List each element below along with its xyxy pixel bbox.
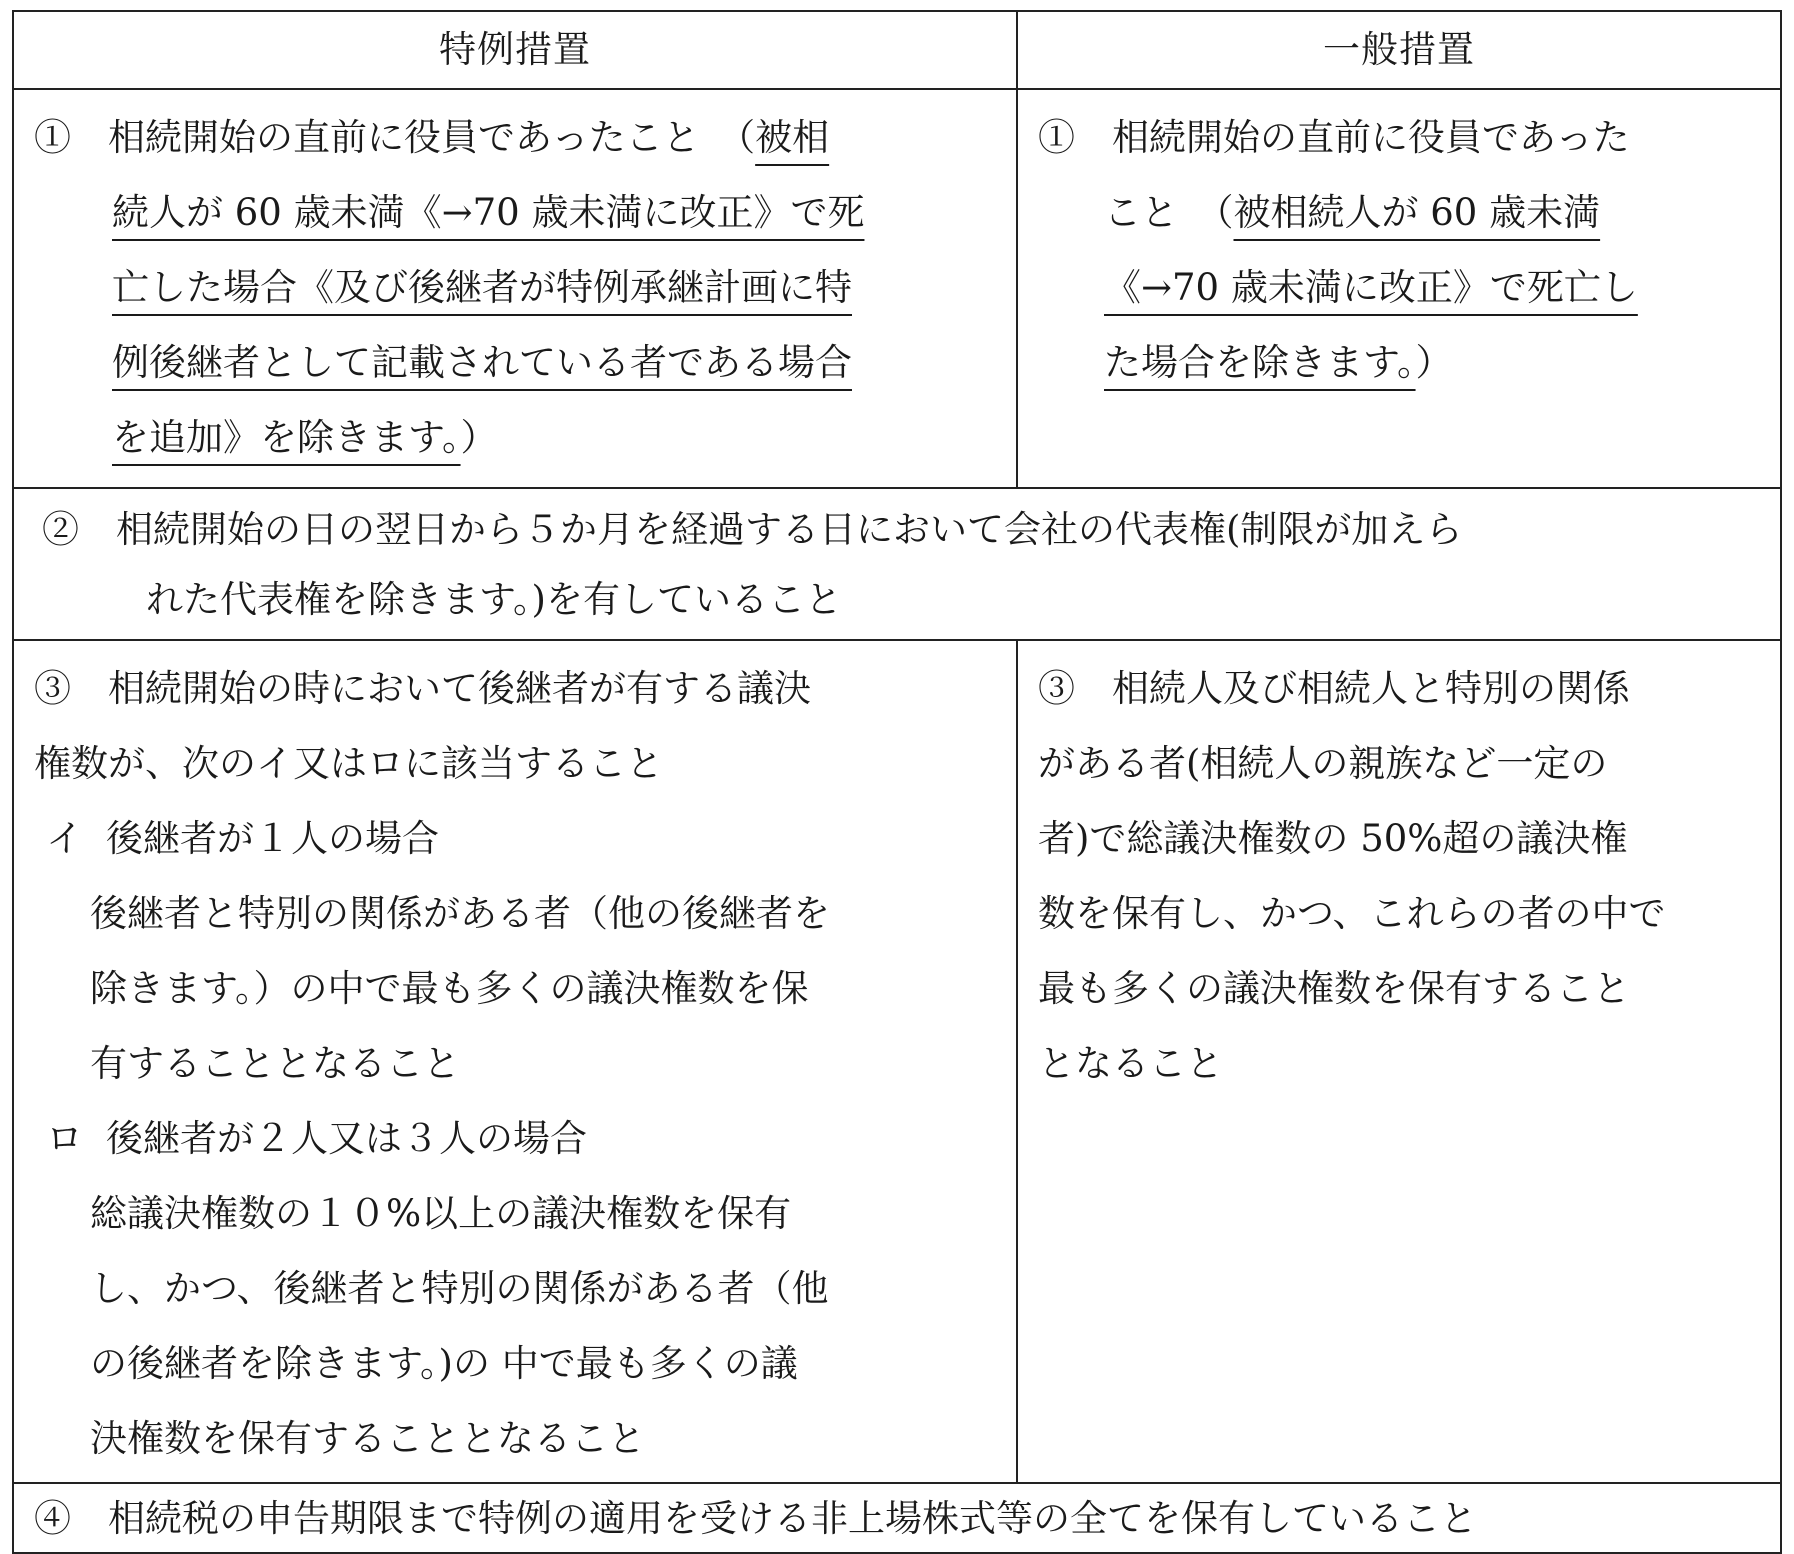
text-line: し、かつ、後継者と特別の関係がある者（他 xyxy=(90,1267,829,1310)
text-line: 権数が、次のイ又はロに該当すること xyxy=(34,742,663,785)
text-line: 総議決権数の１０%以上の議決権数を保有 xyxy=(90,1192,792,1235)
text-line: こと （被相続人が 60 歳未満 xyxy=(1104,191,1601,234)
text-line: 最も多くの議決権数を保有すること xyxy=(1038,967,1630,1010)
text-line: れた代表権を除きます。)を有していること xyxy=(146,578,842,621)
text-line: を追加》を除きます。） xyxy=(112,416,498,459)
text-line: 数を保有し、かつ、これらの者の中で xyxy=(1038,892,1666,935)
text-line: 決権数を保有することとなること xyxy=(90,1417,645,1460)
header-row xyxy=(13,11,1781,89)
text-line: がある者(相続人の親族など一定の xyxy=(1038,742,1608,785)
cell-3-general xyxy=(1017,640,1781,1483)
text-line: 《→70 歳未満に改正》で死亡し xyxy=(1104,266,1638,309)
text-line: 有することとなること xyxy=(90,1042,460,1085)
header-general-label: 一般措置 xyxy=(1323,28,1475,71)
sub-item-ro xyxy=(34,1101,1002,1176)
row-requirement-4 xyxy=(13,1483,1781,1553)
text-line: となること xyxy=(1038,1042,1223,1085)
text-line: ④ 相続税の申告期限まで特例の適用を受ける非上場株式等の全てを保有していること xyxy=(34,1497,1477,1540)
cell-1-special xyxy=(13,89,1017,488)
text-line: 者)で総議決権数の 50%超の議決権 xyxy=(1038,817,1628,860)
cell-1-general xyxy=(1017,89,1781,488)
text-line: ③ 相続人及び相続人と特別の関係 xyxy=(1038,667,1630,710)
text-line: 後継者と特別の関係がある者（他の後継者を xyxy=(90,892,830,935)
text-line: ② 相続開始の日の翌日から５か月を経過する日において会社の代表権(制限が加えら xyxy=(42,508,1463,551)
text-line: ① 相続開始の直前に役員であったこと （被相 xyxy=(34,116,830,159)
text-line: 除きます。）の中で最も多くの議決権数を保 xyxy=(90,967,809,1010)
sub-item-i xyxy=(34,801,1002,876)
text-line: 続人が 60 歳未満《→70 歳未満に改正》で死 xyxy=(112,191,865,234)
sub-item-title: 後継者が１人の場合 xyxy=(106,817,439,860)
header-cell-special xyxy=(13,11,1017,89)
row-requirement-3 xyxy=(13,640,1781,1483)
comparison-table xyxy=(12,10,1782,1554)
text-line: ③ 相続開始の時において後継者が有する議決 xyxy=(34,667,811,710)
cell-3-special xyxy=(13,640,1017,1483)
row-requirement-1 xyxy=(13,89,1781,488)
header-special-label: 特例措置 xyxy=(439,28,591,71)
text-line: 亡した場合《及び後継者が特例承継計画に特 xyxy=(112,266,852,309)
text-line: 例後継者として記載されている者である場合 xyxy=(112,341,852,384)
sub-item-mark: イ xyxy=(46,817,83,860)
text-line: の後継者を除きます。)の 中で最も多くの議 xyxy=(90,1342,798,1385)
cell-2-shared xyxy=(13,488,1781,640)
sub-item-mark: ロ xyxy=(46,1117,83,1160)
row-requirement-2 xyxy=(13,488,1781,640)
header-cell-general xyxy=(1017,11,1781,89)
text-line: ① 相続開始の直前に役員であった xyxy=(1038,116,1630,159)
text-line: た場合を除きます。） xyxy=(1104,341,1453,384)
sub-item-title: 後継者が２人又は３人の場合 xyxy=(106,1117,587,1160)
cell-4-shared xyxy=(13,1483,1781,1553)
